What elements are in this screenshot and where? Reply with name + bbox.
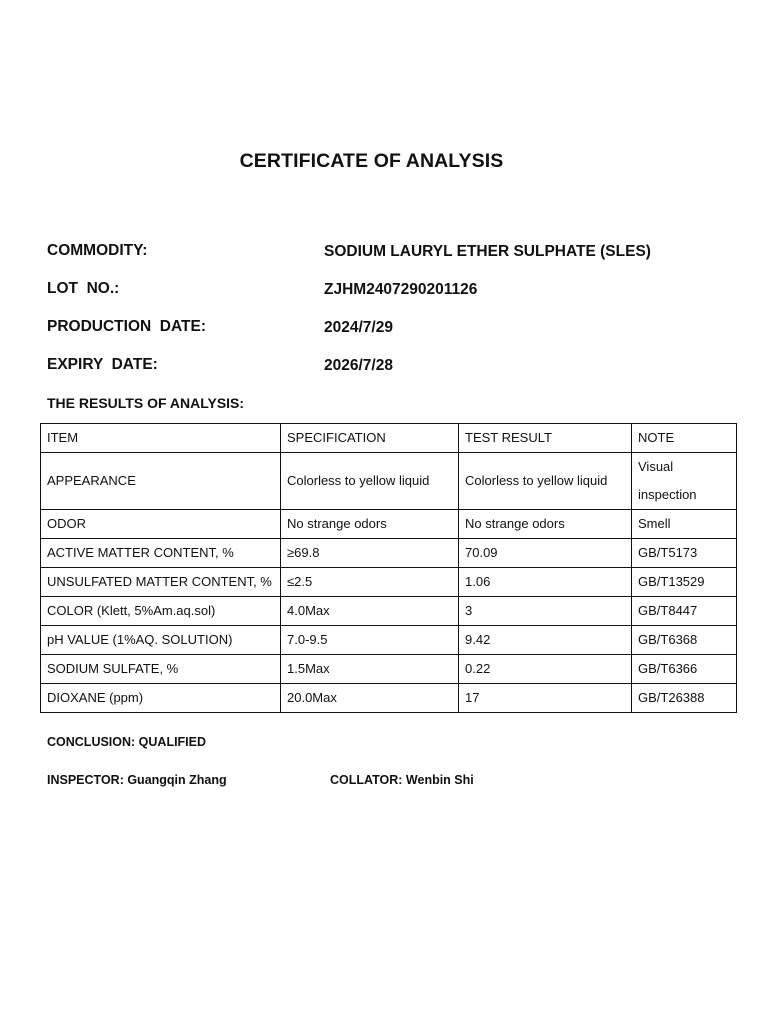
table-header-row: [41, 424, 737, 453]
table-cell: APPEARANCE: [41, 453, 281, 510]
table-row: [41, 655, 737, 684]
table-row: [41, 539, 737, 568]
table-cell: GB/T6368: [632, 626, 737, 655]
commodity-row: [47, 242, 747, 266]
table-cell: 70.09: [459, 539, 632, 568]
document-title: CERTIFICATE OF ANALYSIS: [239, 150, 504, 172]
table-cell: GB/T13529: [632, 568, 737, 597]
table-cell: ACTIVE MATTER CONTENT, %: [41, 539, 281, 568]
conclusion-text: CONCLUSION: QUALIFIED: [47, 735, 207, 749]
table-cell: 1.5Max: [281, 655, 459, 684]
column-header-specification: SPECIFICATION: [281, 424, 459, 453]
column-header-item: ITEM: [41, 424, 281, 453]
table-cell: 3: [459, 597, 632, 626]
table-cell: 17: [459, 684, 632, 713]
table-row: [41, 510, 737, 539]
expiry-date-label: EXPIRY DATE:: [47, 356, 158, 373]
table-cell: 4.0Max: [281, 597, 459, 626]
table-cell: 7.0-9.5: [281, 626, 459, 655]
table-cell: UNSULFATED MATTER CONTENT, %: [41, 568, 281, 597]
expiry-date-row: [47, 356, 747, 380]
table-cell: DIOXANE (ppm): [41, 684, 281, 713]
results-table: [40, 423, 737, 713]
lot-label: LOT NO.:: [47, 280, 120, 297]
inspector-text: INSPECTOR: Guangqin Zhang: [47, 773, 227, 787]
table-cell: ODOR: [41, 510, 281, 539]
table-cell: ≥69.8: [281, 539, 459, 568]
table-cell: pH VALUE (1%AQ. SOLUTION): [41, 626, 281, 655]
table-row: [41, 568, 737, 597]
production-date-row: [47, 318, 747, 342]
table-cell: GB/T5173: [632, 539, 737, 568]
table-cell: Colorless to yellow liquid: [281, 453, 459, 510]
table-row: [41, 626, 737, 655]
table-cell: GB/T6366: [632, 655, 737, 684]
table-cell: 20.0Max: [281, 684, 459, 713]
table-row: [41, 597, 737, 626]
production-date-label: PRODUCTION DATE:: [47, 318, 207, 335]
table-row: [41, 453, 737, 510]
table-cell: 0.22: [459, 655, 632, 684]
lot-value: ZJHM2407290201126: [324, 281, 478, 298]
table-cell: Visual inspection: [632, 453, 737, 510]
lot-row: [47, 280, 747, 304]
table-cell: ≤2.5: [281, 568, 459, 597]
table-cell: COLOR (Klett, 5%Am.aq.sol): [41, 597, 281, 626]
table-cell: 1.06: [459, 568, 632, 597]
column-header-test-result: TEST RESULT: [459, 424, 632, 453]
collator-text: COLLATOR: Wenbin Shi: [330, 773, 474, 787]
table-cell: No strange odors: [459, 510, 632, 539]
table-cell: SODIUM SULFATE, %: [41, 655, 281, 684]
table-cell: Smell: [632, 510, 737, 539]
table-row: [41, 684, 737, 713]
expiry-date-value: 2026/7/28: [324, 357, 393, 374]
table-cell: No strange odors: [281, 510, 459, 539]
commodity-label: COMMODITY:: [47, 242, 148, 259]
table-cell: 9.42: [459, 626, 632, 655]
table-cell: Colorless to yellow liquid: [459, 453, 632, 510]
production-date-value: 2024/7/29: [324, 319, 393, 336]
column-header-note: NOTE: [632, 424, 737, 453]
table-cell: GB/T8447: [632, 597, 737, 626]
results-heading: THE RESULTS OF ANALYSIS:: [47, 395, 245, 411]
commodity-value: SODIUM LAURYL ETHER SULPHATE (SLES): [324, 243, 651, 260]
table-cell: GB/T26388: [632, 684, 737, 713]
